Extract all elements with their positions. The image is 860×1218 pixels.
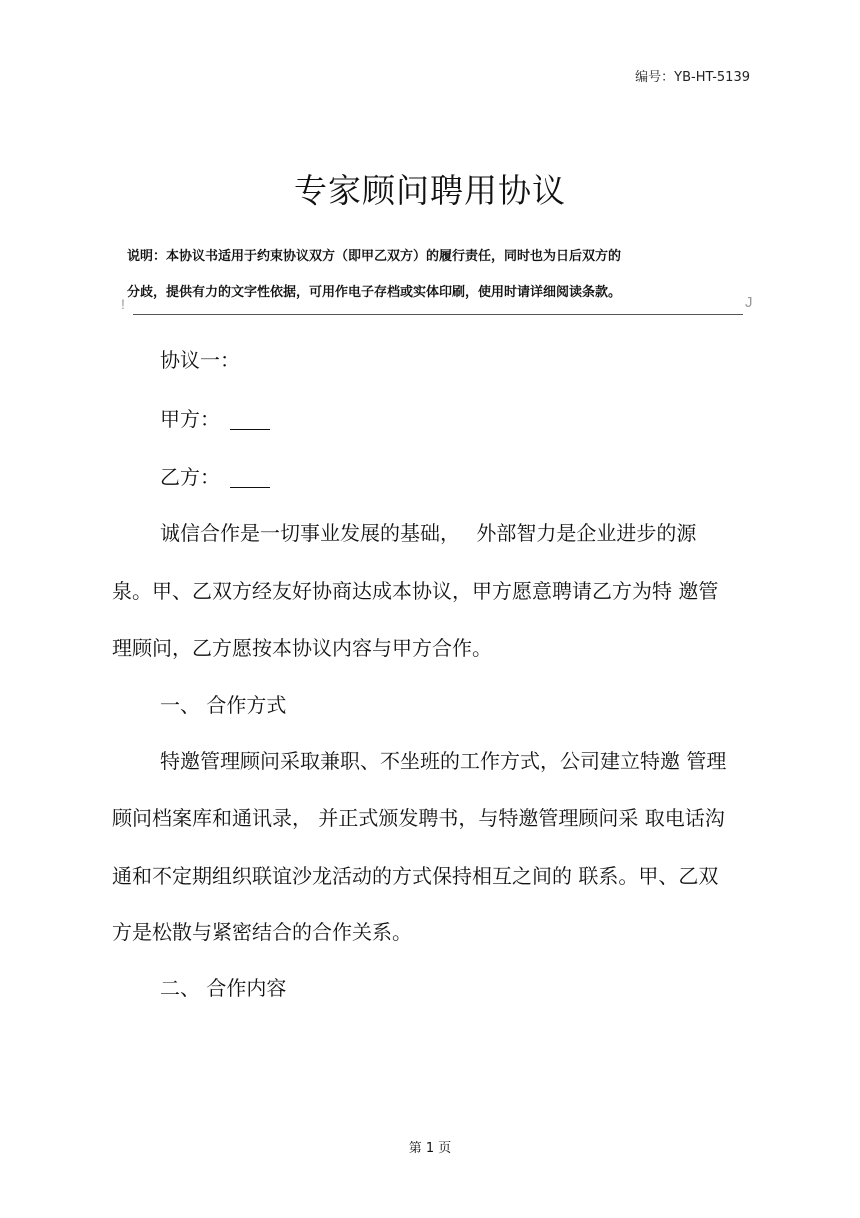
section-2-title: 二、 合作内容 [160,976,287,1000]
section-1-line-4: 方是松散与紧密结合的合作关系。 [112,920,412,944]
document-number: 编号：YB-HT-5139 [635,70,750,85]
note-mark-right: J [745,294,753,311]
note-divider [133,314,743,315]
intro-line-2: 泉。甲、乙双方经友好协商达成本协议，甲方愿意聘请乙方为特 邀管 [112,579,719,603]
intro-line-1: 诚信合作是一切事业发展的基础， 外部智力是企业进步的源 [160,521,697,545]
note-line-1: 说明：本协议书适用于约束协议双方（即甲乙双方）的履行责任，同时也为日后双方的 [127,249,622,264]
note-line-2: 分歧，提供有力的文字性依据，可用作电子存档或实体印刷，使用时请详细阅读条款。 [127,285,622,300]
note-mark-left: ! [121,296,125,312]
section-1-line-3: 通和不定期组织联谊沙龙活动的方式保持相互之间的 联系。甲、乙双 [112,864,719,888]
intro-line-3: 理顾问，乙方愿按本协议内容与甲方合作。 [112,636,492,660]
party-b-label: 乙方： [160,465,220,489]
party-a-label: 甲方： [160,407,220,431]
agreement-label: 协议一： [160,348,240,372]
page-number: 第 1 页 [408,1141,452,1156]
document-title: 专家顾问聘用协议 [294,171,566,210]
party-b-row [160,461,270,490]
party-b-blank [230,467,270,488]
party-a-row [160,403,270,432]
section-1-title: 一、 合作方式 [160,693,287,717]
section-1-line-2: 顾问档案库和通讯录， 并正式颁发聘书，与特邀管理顾问采 取电话沟 [112,806,725,830]
section-1-line-1: 特邀管理顾问采取兼职、不坐班的工作方式，公司建立特邀 管理 [160,749,727,773]
party-a-blank [230,409,270,430]
